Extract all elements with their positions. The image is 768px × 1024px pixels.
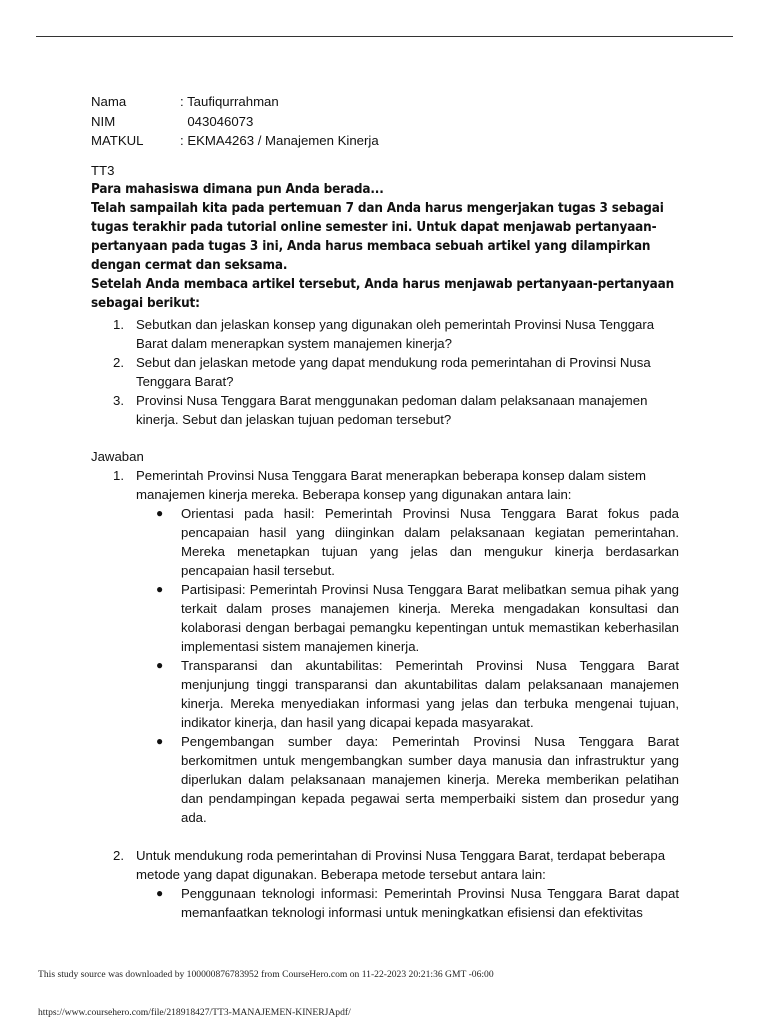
answer-point: ● Penggunaan teknologi informasi: Pemerintah Provinsi Nusa Tenggara Barat dapat memanfaatkan teknologi informasi untuk meningkatkan efisiensi dan efektivitas: [134, 884, 681, 922]
question-item: 1. Sebutkan dan jelaskan konsep yang digunakan oleh pemerintah Provinsi Nusa Tenggara Barat dalam menerapkan system manajemen kinerja?: [113, 316, 655, 351]
answer-intro: Pemerintah Provinsi Nusa Tenggara Barat menerapkan beberapa konsep dalam sistem manajemen kinerja mereka. Beberapa konsep yang digunakan antara lain:: [136, 467, 646, 502]
bullet-icon: ●: [156, 657, 164, 672]
instruction-paragraph: Telah sampailah kita pada pertemuan 7 dan Anda harus mengerjakan tugas 3 sebagai tugas terakhir pada tutorial online semester ini. Untuk dapat menjawab pertanyaan-pertanyaan pada tugas 3 ini, Anda harus membaca sebuah artikel yang dilampirkan dengan cermat dan seksama.: [91, 200, 664, 273]
task-code: TT3: [91, 162, 115, 178]
identity-row-matkul: MATKUL : EKMA4263 / Manajemen Kinerja: [91, 133, 379, 148]
answer-item: 2. Untuk mendukung roda pemerintahan di Provinsi Nusa Tenggara Barat, terdapat beberapa metode yang dapat digunakan. Beberapa metode tersebut antara lain: ● Penggunaan teknologi informasi: Pemerintah Provinsi Nusa Tenggara Barat dapat memanfaatkan teknologi informasi untuk meningkatkan efisiensi dan efektivitas: [113, 847, 679, 920]
bullet-icon: ●: [156, 733, 164, 748]
download-notice: This study source was downloaded by 100000876783952 from CourseHero.com on 11-22-2023 20:21:36 GMT -06:00: [38, 969, 494, 980]
answer-points: [136, 504, 681, 827]
identity-block: [91, 92, 681, 151]
instruction-greeting: Para mahasiswa dimana pun Anda berada...: [91, 181, 384, 197]
answer-point: ● Transparansi dan akuntabilitas: Pemerintah Provinsi Nusa Tenggara Barat menjunjung tinggi transparansi dan akuntabilitas dalam pelaksanaan manajemen kinerja. Mereka menyediakan informasi yang jelas dan terbuka mengenai tujuan, indikator kinerja, dan hasil yang dicapai kepada masyarakat.: [134, 656, 681, 732]
identity-row-nim: NIM 043046073: [91, 113, 254, 129]
question-item: 2. Sebut dan jelaskan metode yang dapat mendukung roda pemerintahan di Provinsi Nusa Tenggara Barat?: [113, 354, 651, 389]
answer-item: 1. Pemerintah Provinsi Nusa Tenggara Barat menerapkan beberapa konsep dalam sistem manajemen kinerja mereka. Beberapa konsep yang digunakan antara lain: ● Orientasi pada hasil: Pemerintah Provinsi Nusa Tenggara Barat fokus pada pencapaian hasil yang diinginkan dalam pelaksanaan kegiatan pemerintahan. Mereka menetapkan tujuan yang jelas dan mengukur kinerja berdasarkan pencapaian hasil tersebut. ● Partisipasi: Pemerintah Provinsi Nusa Tenggara Barat melibatkan semua pihak yang terkait dalam proses manajemen kinerja. Mereka mengadakan konsultasi dan kolaborasi dengan berbagai pemangku kepentingan untuk memastikan keberhasilan implementasi sistem manajemen kinerja. ● Transparansi dan akuntabilitas: Pemerintah Provinsi Nusa Tenggara Barat menjunjung tinggi transparansi dan akuntabilitas dalam pelaksanaan manajemen kinerja. Mereka menyediakan informasi yang jelas dan terbuka mengenai tujuan, indikator kinerja, dan hasil yang dicapai kepada masyarakat. ● Pengembangan sumber daya: Pemerintah Provinsi Nusa Tenggara Barat berkomitmen untuk mengembangkan sumber daya manusia dan infrastruktur yang diperlukan dalam pelaksanaan manajemen kinerja. Mereka memberikan pelatihan dan pendampingan kepada pegawai serta memperbaiki sistem dan prosedur yang ada.: [113, 467, 679, 825]
identity-row-name: Nama : Taufiqurrahman: [91, 94, 279, 109]
document-body: [91, 92, 681, 922]
answer-points: [136, 884, 681, 922]
answers-heading: Jawaban: [91, 448, 144, 464]
question-list: [91, 315, 681, 429]
answer-point: ● Partisipasi: Pemerintah Provinsi Nusa Tenggara Barat melibatkan semua pihak yang terkait dalam proses manajemen kinerja. Mereka mengadakan konsultasi dan kolaborasi dengan berbagai pemangku kepentingan untuk memastikan keberhasilan implementasi sistem manajemen kinerja.: [134, 580, 681, 656]
bullet-icon: ●: [156, 885, 164, 900]
question-item: 3. Provinsi Nusa Tenggara Barat menggunakan pedoman dalam pelaksanaan manajemen kinerja. Sebut dan jelaskan tujuan pedoman tersebut?: [113, 392, 648, 427]
bullet-icon: ●: [156, 505, 164, 520]
answer-point: ● Orientasi pada hasil: Pemerintah Provinsi Nusa Tenggara Barat fokus pada pencapaian hasil yang diinginkan dalam pelaksanaan kegiatan pemerintahan. Mereka menetapkan tujuan yang jelas dan mengukur kinerja berdasarkan pencapaian hasil tersebut.: [134, 504, 681, 580]
top-divider: [36, 36, 733, 37]
bullet-icon: ●: [156, 581, 164, 596]
answer-point: ● Pengembangan sumber daya: Pemerintah Provinsi Nusa Tenggara Barat berkomitmen untuk mengembangkan sumber daya manusia dan infrastruktur yang diperlukan dalam pelaksanaan manajemen kinerja. Mereka memberikan pelatihan dan pendampingan kepada pegawai serta memperbaiki sistem dan prosedur yang ada.: [134, 732, 681, 827]
source-url-link[interactable]: https://www.coursehero.com/file/218918427/TT3-MANAJEMEN-KINERJApdf/: [38, 1007, 351, 1018]
answer-intro: Untuk mendukung roda pemerintahan di Provinsi Nusa Tenggara Barat, terdapat beberapa metode yang dapat digunakan. Beberapa metode tersebut antara lain:: [136, 847, 666, 882]
instruction-question-intro: Setelah Anda membaca artikel tersebut, Anda harus menjawab pertanyaan-pertanyaan sebagai berikut:: [91, 276, 675, 311]
